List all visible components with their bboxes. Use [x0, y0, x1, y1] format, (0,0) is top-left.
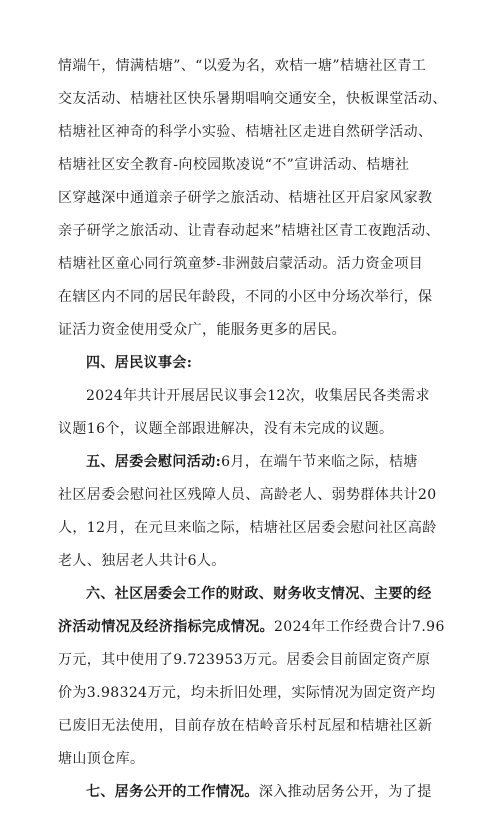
section-first-line — [58, 782, 434, 815]
text-line: 桔塘社区神奇的科学小实验、桔塘社区走进自然研学活动、 — [58, 124, 433, 140]
section-second-line — [58, 617, 445, 650]
text-line: 人，12月，在元旦来临之际，桔塘社区居委会慰问社区高龄 — [58, 520, 437, 536]
text-line: 2024年共计开展居民议事会12次，收集居民各类需求 — [86, 388, 430, 404]
section-first-line — [58, 452, 434, 485]
section-heading: 五、居委会慰问活动: — [86, 454, 222, 470]
text-span: 深入推动居务公开，为了提 — [258, 784, 432, 800]
text-line: 在辖区内不同的居民年龄段，不同的小区中分场次举行，保 — [58, 289, 433, 305]
text-line: 万元，其中使用了9.723953万元。居委会目前固定资产原 — [58, 652, 431, 668]
text-span: 6月，在端午节来临之际，桔塘 — [221, 454, 418, 470]
section-heading: 七、居务公开的工作情况。 — [86, 784, 259, 800]
text-line: 证活力资金使用受众广，能服务更多的居民。 — [58, 322, 346, 338]
text-line: 老人、独居老人共计6人。 — [58, 553, 226, 569]
text-line: 桔塘社区安全教育-向校园欺凌说“不”宣讲活动、桔塘社 — [58, 157, 410, 173]
text-line: 情端午，情满桔塘”、“以爱为名，欢桔一塘”桔塘社区青工 — [58, 58, 427, 74]
section-heading: 四、居民议事会: — [86, 355, 193, 371]
section-heading-continued: 济活动情况及经济指标完成情况。 — [58, 619, 274, 635]
text-line: 亲子研学之旅活动、让青春动起来”桔塘社区青工夜跑活动、 — [58, 223, 440, 239]
text-line: 交友活动、桔塘社区快乐暑期唱响交通安全，快板课堂活动、 — [58, 91, 447, 107]
document-page — [58, 56, 447, 815]
text-line: 价为3.98324万元，均未折旧处理，实际情况为固定资产均 — [58, 685, 436, 701]
text-span: 2024年工作经费合计7.96 — [274, 619, 445, 635]
text-line: 桔塘社区童心同行筑童梦-非洲鼓启蒙活动。活力资金项目 — [58, 256, 424, 272]
text-line: 议题16个，议题全部跟进解决，没有未完成的议题。 — [58, 421, 394, 437]
text-line: 社区居委会慰问社区残障人员、高龄老人、弱势群体共计20 — [58, 487, 437, 503]
section-heading: 六、社区居委会工作的财政、财务收支情况、主要的经 — [86, 586, 432, 602]
text-line: 区穿越深中通道亲子研学之旅活动、桔塘社区开启家风家教 — [58, 190, 433, 206]
text-line: 塘山顶仓库。 — [58, 751, 145, 767]
text-line: 已废旧无法使用，目前存放在桔岭音乐村瓦屋和桔塘社区新 — [58, 718, 433, 734]
